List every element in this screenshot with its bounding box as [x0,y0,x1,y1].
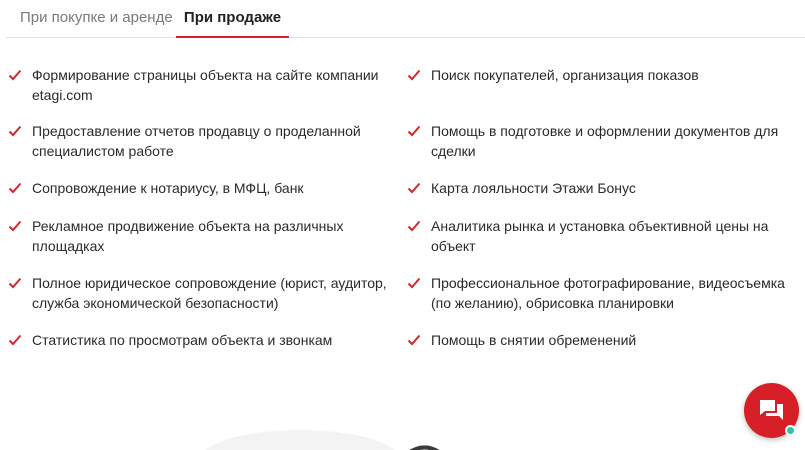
list-item [431,330,791,350]
feature-text: Полное юридическое сопровождение (юрист, аудитор, служба экономической безопасности) [32,275,387,311]
list-item [32,330,392,350]
check-icon [8,219,22,233]
check-icon [407,181,421,195]
check-icon [8,124,22,138]
chat-bubbles-icon [758,398,785,423]
check-icon [407,219,421,233]
feature-text: Карта лояльности Этажи Бонус [431,180,636,196]
check-icon [8,276,22,290]
feature-text: Поиск покупателей, организация показов [431,67,699,83]
list-item [431,178,791,198]
list-item [32,216,392,256]
tab-sell[interactable]: При продаже [176,0,289,38]
feature-text: Сопровождение к нотариусу, в МФЦ, банк [32,180,304,196]
feature-text: Формирование страницы объекта на сайте компании etagi.com [32,67,379,103]
feature-text: Аналитика рынка и установка объективной цены на объект [431,218,769,254]
feature-text: Предоставление отчетов продавцу о проделанной специалистом работе [32,123,361,159]
list-item [32,273,392,313]
check-icon [407,68,421,82]
check-icon [407,276,421,290]
tab-bar [6,0,805,38]
list-item [32,65,392,105]
feature-text: Помощь в снятии обременений [431,332,637,348]
list-item [431,273,791,313]
decorative-arrow-icon [405,440,441,450]
online-status-indicator [785,425,796,436]
feature-text: Рекламное продвижение объекта на различных площадках [32,218,344,254]
list-item [431,121,791,161]
check-icon [407,124,421,138]
feature-text: Статистика по просмотрам объекта и звонкам [32,332,333,348]
list-item [32,121,392,161]
list-item [431,216,791,256]
check-icon [8,68,22,82]
feature-text: Профессиональное фотографирование, видеосъемка (по желанию), обрисовка планировки [431,275,785,311]
decorative-shape [200,430,400,450]
check-icon [8,333,22,347]
check-icon [407,333,421,347]
check-icon [8,181,22,195]
tab-buy-rent[interactable]: При покупке и аренде [20,9,173,26]
feature-text: Помощь в подготовке и оформлении документов для сделки [431,123,779,159]
list-item [32,178,392,198]
list-item [431,65,791,85]
